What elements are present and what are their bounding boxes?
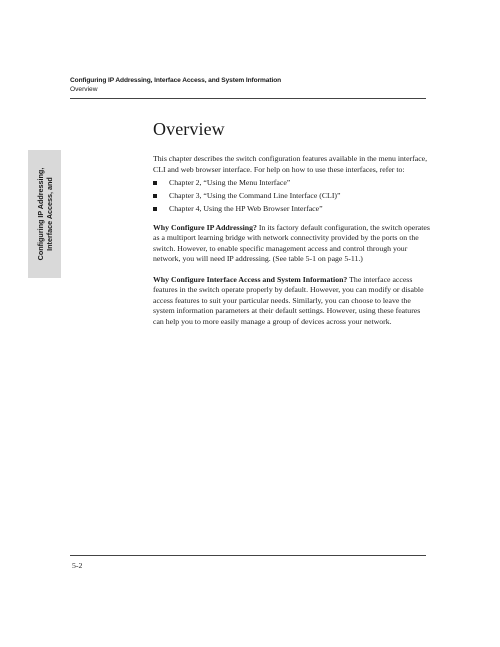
running-header <box>70 77 430 94</box>
running-header-title: Configuring IP Addressing, Interface Access, and System Information <box>70 77 282 84</box>
list-item-text: Chapter 2, “Using the Menu Interface” <box>169 178 291 187</box>
list-item <box>153 178 431 189</box>
intro-paragraph: This chapter describes the switch configuration features available in the menu interface, CLI and web browser interface. For help on how to use these interfaces, refer to: <box>153 154 428 174</box>
square-bullet-icon <box>153 207 157 211</box>
side-tab-line-1: Configuring IP Addressing, <box>35 167 45 261</box>
ip-addressing-paragraph <box>153 223 431 265</box>
interface-access-text: The interface access features in the switch operate properly by default. However, you can modify or disable access features to suit your particular needs. Similarly, you can choose to leave the system information parameters at their default settings. However, using these features can help you to more easily manage a group of devices across your network. <box>153 274 424 326</box>
ip-addressing-text: In its factory default configuration, the switch operates as a multiport learning bridge with network connectivity provided by the ports on the switch. However, to enable specific management access and control through your network, you will need IP addressing. (See table 5-1 on page 5-11.) <box>153 222 430 263</box>
footer-divider <box>70 555 426 556</box>
page-number: 5-2 <box>72 561 83 570</box>
header-divider <box>70 98 426 99</box>
running-header-subtitle: Overview <box>70 85 98 93</box>
square-bullet-icon <box>153 181 157 185</box>
interface-access-heading: Why Configure Interface Access and System Information? <box>153 274 348 284</box>
list-item-text: Chapter 4, Using the HP Web Browser Interface” <box>169 204 323 213</box>
chapter-side-tab-label <box>36 152 54 276</box>
chapter-reference-list <box>153 178 431 215</box>
interface-access-paragraph <box>153 275 431 328</box>
main-content <box>153 154 431 337</box>
list-item <box>153 191 431 202</box>
list-item <box>153 204 431 215</box>
chapter-side-tab <box>28 150 61 278</box>
square-bullet-icon <box>153 194 157 198</box>
ip-addressing-heading: Why Configure IP Addressing? <box>153 222 257 232</box>
page-title: Overview <box>153 119 225 139</box>
side-tab-line-2: Interface Access, and <box>44 177 54 251</box>
list-item-text: Chapter 3, “Using the Command Line Interface (CLI)” <box>169 191 341 200</box>
